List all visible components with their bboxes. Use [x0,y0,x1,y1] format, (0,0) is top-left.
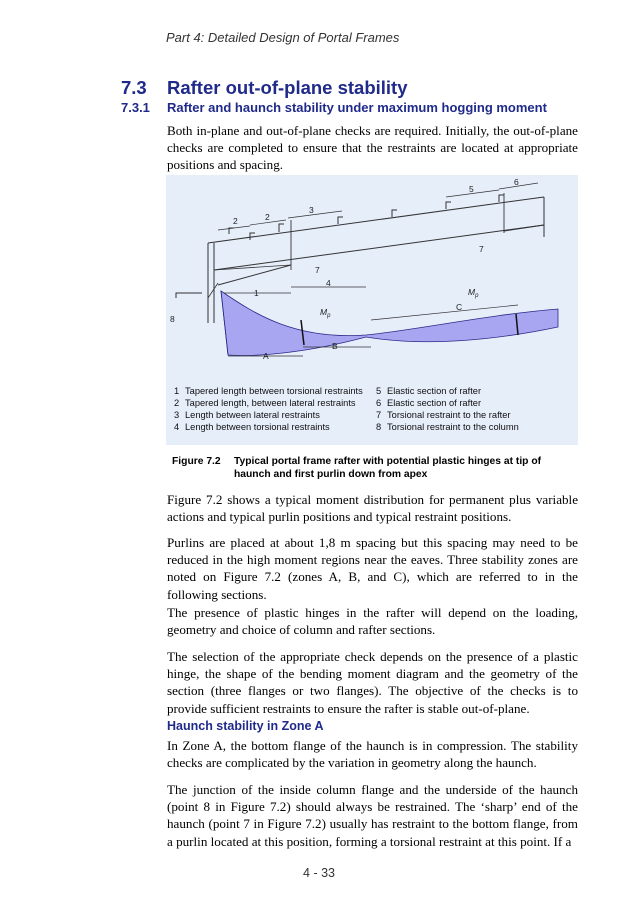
label-zone-b: B [332,341,338,351]
paragraph-intro: Both in-plane and out-of-plane checks are required. Initially, the out-of-plane checks are completed to ensure that the restraints are located at appropriate positions and spacing. [167,123,578,173]
paragraph-figure-description: Figure 7.2 shows a typical moment distribution for permanent plus variable actions and typical purlin positions and typical restraint positions. [167,492,578,525]
legend-item: 7 Torsional restraint to the rafter [376,410,511,420]
subheading-zone-a: Haunch stability in Zone A [167,719,324,733]
label-2b: 2 [265,212,270,222]
label-6: 6 [514,177,519,187]
purlin-mark [338,217,343,224]
purlin-mark [279,224,284,232]
haunch-line [214,265,291,270]
section-number: 7.3 [121,77,147,98]
label-zone-c: C [456,302,463,312]
label-mp-2: $M_p$ [468,287,479,299]
paragraph-purlins: Purlins are placed at about 1,8 m spacing but this spacing may need to be reduced in the high moment regions near the eaves. Three stability zones are noted on Figure 7.2 (zones A, B, and C), which are referred to in the following sections. [167,535,578,602]
section-title: Rafter out-of-plane stability [167,77,408,98]
purlin-mark [392,210,397,217]
legend-item: 3 Length between lateral restraints [174,410,320,420]
section-heading [121,77,408,99]
page-number: 4 - 33 [303,866,335,880]
caption-text: Typical portal frame rafter with potential plastic hinges at tip of haunch and first purlin down from apex [234,456,542,480]
legend-item: 4 Length between torsional restraints [174,422,330,432]
caption-label: Figure 7.2 [172,456,221,467]
legend-item: 2 Tapered length, between lateral restraints [174,398,356,408]
label-1: 1 [254,288,259,298]
apex-haunch-line [504,225,544,231]
label-mp-1: $M_p$ [320,307,331,319]
running-header: Part 4: Detailed Design of Portal Frames [166,30,400,45]
legend-item: 6 Elastic section of rafter [376,398,482,408]
label-2a: 2 [233,216,238,226]
paragraph-plastic-hinges: The presence of plastic hinges in the rafter will depend on the loading, geometry and choice of column and rafter sections. [167,605,578,638]
rafter-diagram [166,175,578,375]
legend-item: 1 Tapered length between torsional restraints [174,386,363,396]
rafter-top-flange [208,197,544,243]
label-7b: 7 [479,244,484,254]
label-5: 5 [469,184,474,194]
label-3: 3 [309,205,314,215]
label-8: 8 [170,314,175,324]
label-7a: 7 [315,265,320,275]
subsection-number: 7.3.1 [121,100,150,115]
purlin-mark [229,228,234,234]
label-zone-a: A [263,351,269,361]
paragraph-zone-a: In Zone A, the bottom flange of the haunch is in compression. The stability checks are complicated by the variation in geometry along the haunch. [167,738,578,771]
paragraph-check-selection: The selection of the appropriate check depends on the presence of a plastic hinge, the shape of the bending moment diagram and the geometry of the section (three flanges or two flanges). The objective of the checks is to provide sufficient restraints to ensure the rafter is stable out-of-plane. [167,649,578,716]
moment-diagram [221,291,558,355]
subsection-title: Rafter and haunch stability under maximum hogging moment [167,100,547,115]
rafter-bottom-flange [214,225,544,270]
column-restraint [208,283,218,298]
subsection-heading [121,100,547,115]
label-4: 4 [326,278,331,288]
dim-3 [288,211,342,218]
paragraph-junction: The junction of the inside column flange and the underside of the haunch (point 8 in Figure 7.2) should always be restrained. The ‘sharp’ end of the haunch (point 7 in Figure 7.2) usually has restraint to the bottom flange, from a purlin located at this position, forming a torsional restraint at this point. If a [167,782,578,849]
legend-item: 5 Elastic section of rafter [376,386,482,396]
figure-7-2 [166,175,578,445]
legend-item: 8 Torsional restraint to the column [376,422,519,432]
dim-2a [218,226,250,230]
column-restraint [176,293,202,298]
purlin-mark [446,202,451,209]
purlin-mark [499,195,504,202]
